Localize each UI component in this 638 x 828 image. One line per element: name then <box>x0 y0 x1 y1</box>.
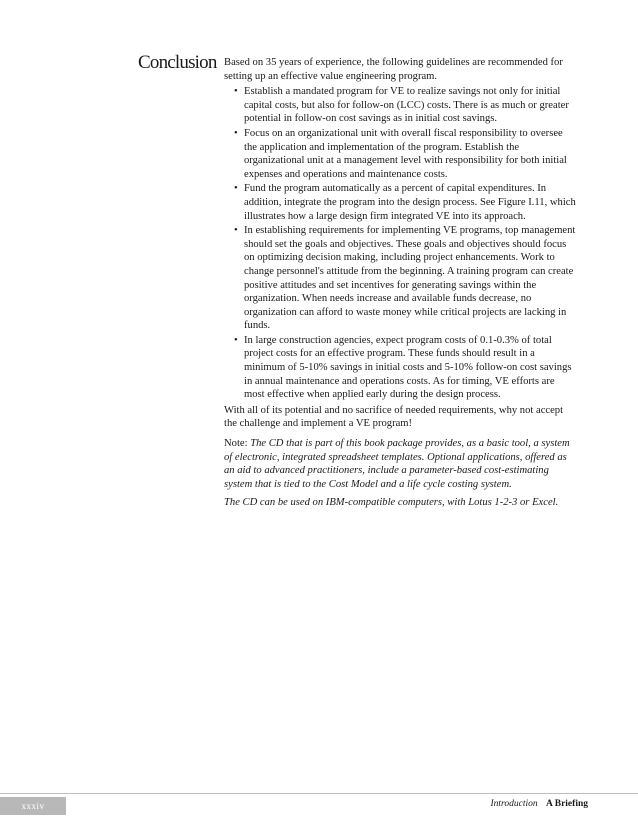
guideline-item <box>234 334 576 402</box>
cd-compatibility-note: The CD can be used on IBM-compatible computers, with Lotus 1-2-3 or Excel. <box>224 497 559 509</box>
body-text-column <box>224 56 576 510</box>
running-footer <box>491 799 589 809</box>
guideline-text: Fund the program automatically as a percent of capital expenditures. In addition, integrate the program into the design process. See Figure I.11, which illustrates how a large design firm integrated VE into its approach. <box>244 183 576 222</box>
guideline-item <box>234 182 576 223</box>
guideline-item <box>234 127 576 181</box>
guideline-text: In establishing requirements for implementing VE programs, top management should set the goals and objectives. These goals and objectives should focus on optimizing decision making, including project enhancements. Work to change personnel's attitude from the beginning. A training program can create positive attitudes and set incentives for generating savings within the organization. When needs increase and available funds decrease, no organization can afford to waste money while critical projects are lacking in funds. <box>244 225 576 332</box>
footer-divider <box>0 793 638 794</box>
closing-paragraph: With all of its potential and no sacrifice of needed requirements, why not accept the challenge and implement a VE program! <box>224 404 564 430</box>
footer-chapter: Introduction <box>490 799 538 809</box>
footer-title: A Briefing <box>546 799 588 809</box>
guideline-text: In large construction agencies, expect program costs of 0.1-0.3% of total project costs for an effective program. These funds should result in a minimum of 5-10% savings in initial costs and 5-10% follow-on cost savings in annual maintenance and operations costs. As for timing, VE efforts are most effective when applied early during the design process. <box>244 334 572 401</box>
guideline-list <box>224 85 576 402</box>
section-heading: Conclusion <box>138 52 217 73</box>
note-text: The CD that is part of this book package provides, as a basic tool, a system of electronic, integrated spreadsheet templates. Optional applications, offered as an aid to advanced practitioners, include a parameter-based cost-estimating system that is tied to the Cost Model and a life cycle costing system. <box>224 438 570 490</box>
guideline-item <box>234 85 576 126</box>
bullet-icon: • <box>234 334 238 346</box>
note-label: Note: <box>224 438 248 450</box>
guideline-text: Establish a mandated program for VE to realize savings not only for initial capital costs, but also for follow-on (LCC) costs. There is as much or greater potential in follow-on cost savings as in initial cost savings. <box>244 86 569 125</box>
page-number: xxxiv <box>0 797 66 815</box>
bullet-icon: • <box>234 183 238 195</box>
guideline-item <box>234 224 576 333</box>
intro-paragraph: Based on 35 years of experience, the following guidelines are recommended for setting up an effective value engineering program. <box>224 57 563 82</box>
bullet-icon: • <box>234 225 238 237</box>
bullet-icon: • <box>234 86 238 98</box>
cd-note-paragraph <box>224 437 576 491</box>
bullet-icon: • <box>234 127 238 139</box>
guideline-text: Focus on an organizational unit with overall fiscal responsibility to oversee the application and implementation of the program. Establish the organizational unit at a management level with responsibility for both initial expenses and operations and maintenance costs. <box>244 127 567 180</box>
